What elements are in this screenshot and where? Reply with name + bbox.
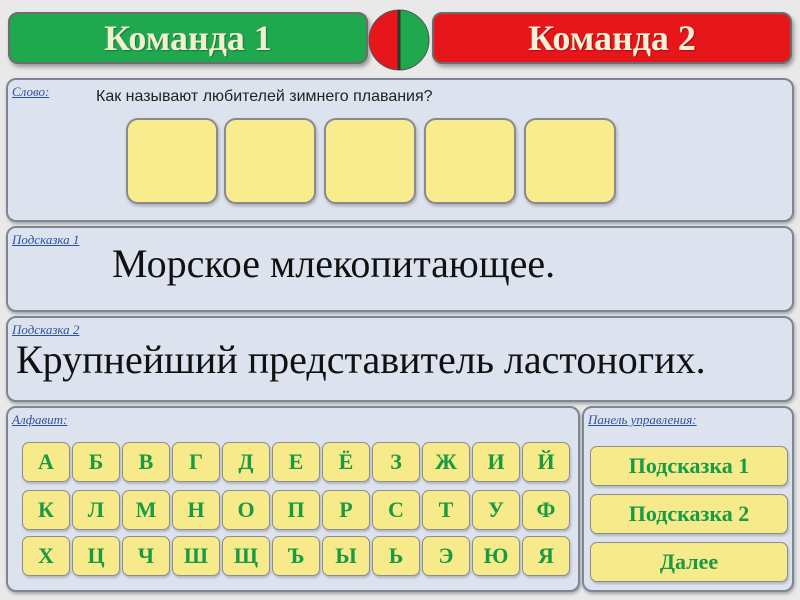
team-1-button[interactable]: Команда 1 [8, 12, 368, 64]
letter-button[interactable]: Х [22, 536, 70, 576]
turn-indicator-icon[interactable] [366, 7, 432, 73]
hint-2-button[interactable]: Подсказка 2 [590, 494, 788, 534]
alphabet-label: Алфавит: [12, 412, 68, 427]
control-panel-label: Панель управления: [588, 412, 697, 427]
letter-button[interactable]: Ч [122, 536, 170, 576]
letter-button[interactable]: К [22, 490, 70, 530]
team-2-button[interactable]: Команда 2 [432, 12, 792, 64]
letter-button[interactable]: Л [72, 490, 120, 530]
letter-button[interactable]: Т [422, 490, 470, 530]
word-panel-label: Слово: [12, 84, 50, 99]
hint-2-panel [6, 316, 794, 402]
letter-button[interactable]: Н [172, 490, 220, 530]
letter-button[interactable]: Д [222, 442, 270, 482]
letter-button[interactable]: Й [522, 442, 570, 482]
answer-tile-2[interactable] [224, 118, 316, 204]
letter-button[interactable]: М [122, 490, 170, 530]
hint-2-label: Подсказка 2 [12, 322, 80, 337]
letter-button[interactable]: Ю [472, 536, 520, 576]
hint-1-button[interactable]: Подсказка 1 [590, 446, 788, 486]
letter-button[interactable]: Б [72, 442, 120, 482]
letter-button[interactable]: И [472, 442, 520, 482]
control-panel [582, 406, 794, 592]
letter-button[interactable]: Я [522, 536, 570, 576]
question-text: Как называют любителей зимнего плавания? [96, 88, 433, 105]
letter-button[interactable]: Р [322, 490, 370, 530]
next-button[interactable]: Далее [590, 542, 788, 582]
letter-button[interactable]: П [272, 490, 320, 530]
answer-tile-5[interactable] [524, 118, 616, 204]
hint-2-text: Крупнейший представитель ластоногих. [16, 337, 706, 382]
hint-1-text: Морское млекопитающее. [112, 241, 556, 286]
answer-tile-4[interactable] [424, 118, 516, 204]
letter-button[interactable]: Г [172, 442, 220, 482]
letter-button[interactable]: Ъ [272, 536, 320, 576]
letter-button[interactable]: У [472, 490, 520, 530]
letter-button[interactable]: Щ [222, 536, 270, 576]
letter-button[interactable]: Ж [422, 442, 470, 482]
letter-button[interactable]: Ь [372, 536, 420, 576]
letter-button[interactable]: С [372, 490, 420, 530]
letter-button[interactable]: А [22, 442, 70, 482]
answer-tile-1[interactable] [126, 118, 218, 204]
letter-button[interactable]: Ы [322, 536, 370, 576]
letter-button[interactable]: Е [272, 442, 320, 482]
letter-button[interactable]: З [372, 442, 420, 482]
hint-1-label: Подсказка 1 [12, 232, 80, 247]
letter-button[interactable]: В [122, 442, 170, 482]
answer-tile-3[interactable] [324, 118, 416, 204]
letter-button[interactable]: Ш [172, 536, 220, 576]
hint-1-panel [6, 226, 794, 312]
letter-button[interactable]: О [222, 490, 270, 530]
alphabet-panel [6, 406, 580, 592]
letter-button[interactable]: Ц [72, 536, 120, 576]
word-panel [6, 78, 794, 222]
letter-button[interactable]: Ф [522, 490, 570, 530]
letter-button[interactable]: Ё [322, 442, 370, 482]
letter-button[interactable]: Э [422, 536, 470, 576]
